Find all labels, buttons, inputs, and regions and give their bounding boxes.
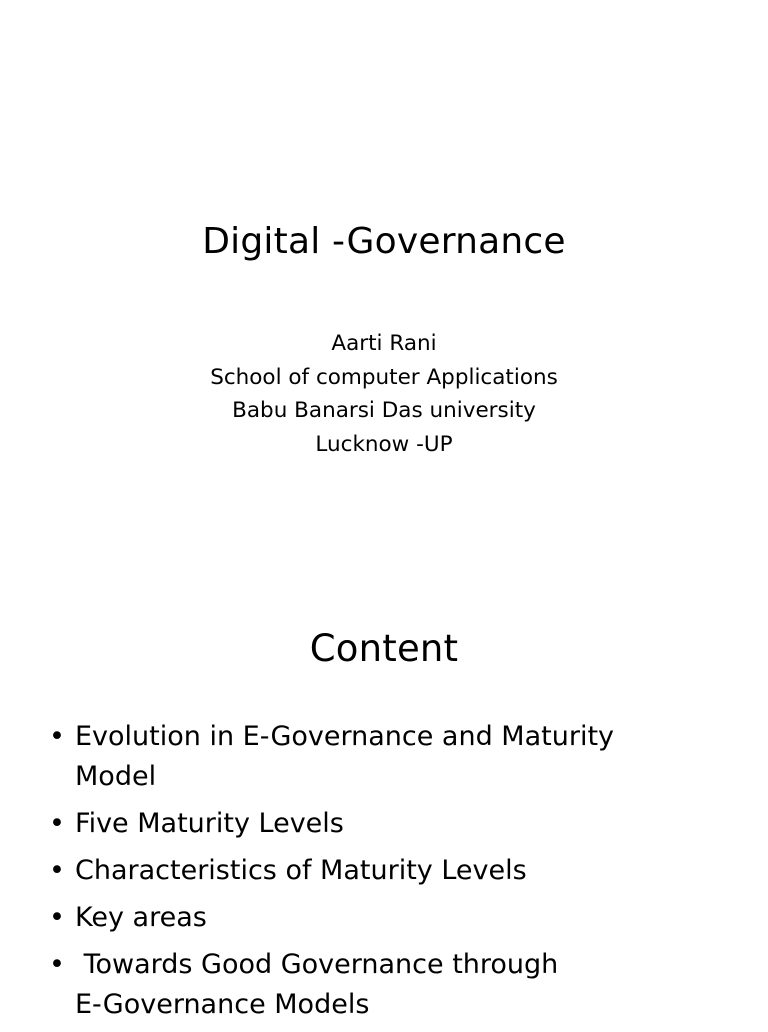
list-item-line: Evolution in E-Governance and Maturity xyxy=(75,721,615,752)
bullet-icon: • xyxy=(49,808,65,839)
bullet-icon: • xyxy=(49,855,65,886)
list-item xyxy=(49,945,649,1025)
content-title: Content xyxy=(309,627,459,670)
author-block xyxy=(0,327,768,461)
list-item xyxy=(49,804,649,844)
bullet-icon: • xyxy=(49,721,65,752)
bullet-icon: • xyxy=(49,902,65,933)
list-item xyxy=(49,717,649,797)
author-university: Babu Banarsi Das university xyxy=(232,398,536,423)
list-item xyxy=(49,851,649,891)
list-item-line: Characteristics of Maturity Levels xyxy=(75,855,527,886)
list-item-line: Towards Good Governance through xyxy=(75,949,559,980)
list-item-line: Model xyxy=(75,761,157,792)
author-location: Lucknow -UP xyxy=(315,431,453,457)
bullet-icon: • xyxy=(49,949,65,980)
content-slide xyxy=(0,576,768,1024)
content-list xyxy=(49,717,649,1032)
list-item-line: Five Maturity Levels xyxy=(75,808,344,839)
slide-title: Digital -Governance xyxy=(202,221,566,262)
list-item-line: Key areas xyxy=(75,902,207,933)
list-item xyxy=(49,898,649,938)
author-school: School of computer Applications xyxy=(210,364,558,390)
author-name: Aarti Rani xyxy=(331,331,437,356)
list-item-line: E-Governance Models xyxy=(75,989,370,1020)
